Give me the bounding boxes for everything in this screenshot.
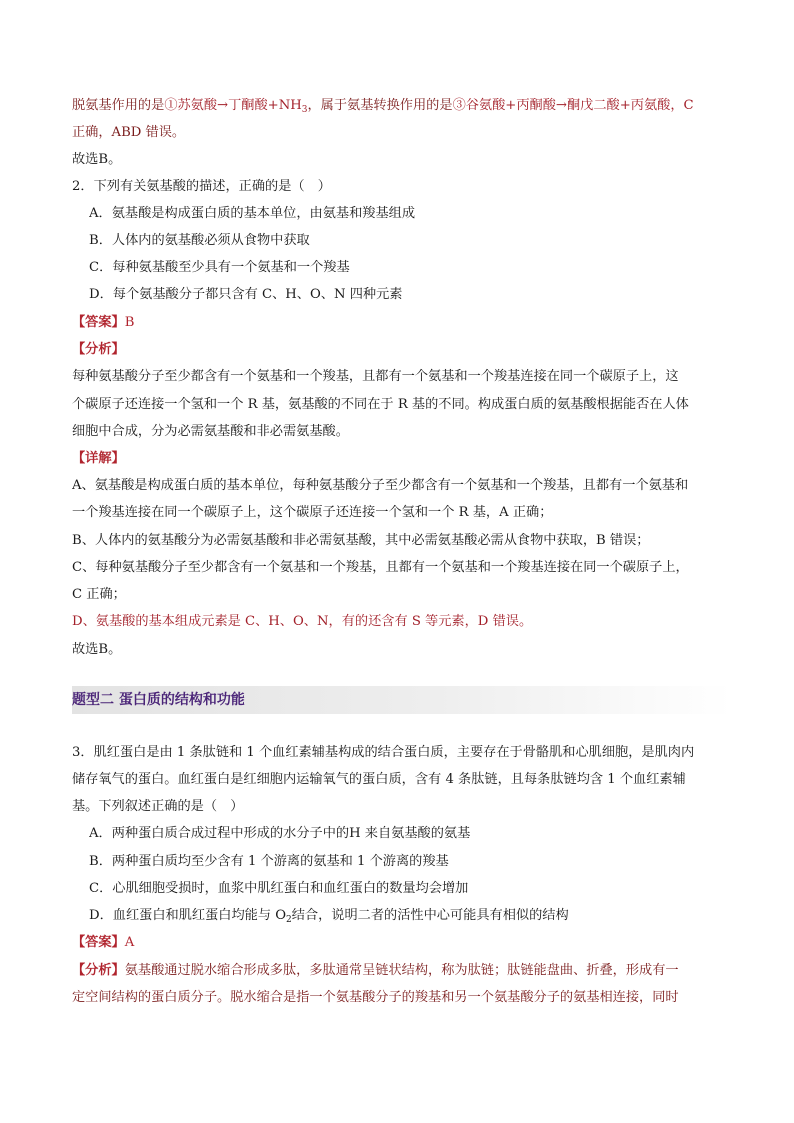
q2-analysis-line-1: 每种氨基酸分子至少都含有一个氨基和一个羧基，且都有一个氨基和一个羧基连接在同一个碳原子上，这: [72, 369, 679, 384]
explanation-line-1: 脱氨基作用的是①苏氨酸→丁酮酸$+NH_3$，属于氨基转换作用的是③谷氨酸+丙酮酸→酮戊二酸+丙氨酸，C: [72, 98, 694, 115]
answer-value: A: [124, 935, 135, 950]
q2-stem: 2．下列有关氨基酸的描述，正确的是（ ）: [72, 179, 331, 194]
section-header: [72, 686, 732, 714]
q2-detail-line-1: A、氨基酸是构成蛋白质的基本单位，每种氨基酸分子至少都含有一个氨基和一个羧基，且都有一个氨基和: [72, 478, 689, 493]
q3-stem-line-3: 基。下列叙述正确的是（ ）: [72, 799, 244, 814]
answer-label: 【答案】: [72, 935, 125, 950]
q2-option-b: B．人体内的氨基酸必须从食物中获取: [89, 233, 310, 248]
q2-option-d: D．每个氨基酸分子都只含有 C、H、O、N 四种元素: [89, 287, 403, 302]
q2-answer: [72, 313, 732, 333]
q3-option-b: B．两种蛋白质均至少含有 1 个游离的氨基和 1 个游离的羧基: [89, 854, 449, 869]
q2-detail-line-3: B、人体内的氨基酸分为必需氨基酸和非必需氨基酸，其中必需氨基酸必需从食物中获取，B 错误；: [72, 533, 650, 548]
q3-stem-line-2: 储存氧气的蛋白。血红蛋白是红细胞内运输氧气的蛋白质，含有 4 条肽链，且每条肽链均含 1 个血红素辅: [72, 772, 686, 787]
q2-detail-line-6: D、氨基酸的基本组成元素是 C、H、O、N，有的还含有 S 等元素，D 错误。: [72, 614, 533, 629]
q2-option-c: C．每种氨基酸至少具有一个氨基和一个羧基: [89, 260, 350, 275]
q2-analysis-line-3: 细胞中合成，分为必需氨基酸和非必需氨基酸。: [72, 424, 349, 439]
q3-stem-line-1: 3．肌红蛋白是由 1 条肽链和 1 个血红素辅基构成的结合蛋白质，主要存在于骨骼肌和心肌细胞，是肌肉内: [72, 745, 695, 760]
q2-detail-label: 【详解】: [72, 451, 125, 466]
q2-option-a: A．氨基酸是构成蛋白质的基本单位，由氨基和羧基组成: [89, 206, 416, 221]
explanation-line-2: 正确，ABD 错误。: [72, 125, 186, 140]
q3-option-a: A．两种蛋白质合成过程中形成的水分子中的H 来自氨基酸的氨基: [89, 826, 471, 841]
answer-value: B: [124, 315, 135, 330]
q2-detail-line-4: C、每种氨基酸分子至少都含有一个氨基和一个羧基，且都有一个氨基和一个羧基连接在同一个碳原子上，: [72, 560, 689, 575]
q3-option-d: D．血红蛋白和肌红蛋白均能与 $O_2$结合，说明二者的活性中心可能具有相似的结构: [89, 908, 569, 925]
q3-analysis-line-2: 定空间结构的蛋白质分子。脱水缩合是指一个氨基酸分子的羧基和另一个氨基酸分子的氨基相连接，同时: [72, 990, 679, 1005]
q2-detail-line-2: 一个羧基连接在同一个碳原子上，这个碳原子还连接一个氢和一个 R 基，A 正确；: [72, 505, 553, 520]
answer-label: 【答案】: [72, 315, 125, 330]
q2-detail-line-5: C 正确；: [72, 587, 126, 602]
q2-analysis-label: 【分析】: [72, 342, 125, 357]
q3-answer: [72, 933, 732, 953]
q3-analysis-line-1: 【分析】氨基酸通过脱水缩合形成多肽，多肽通常呈链状结构，称为肽链；肽链能盘曲、折叠，形成有一: [72, 963, 679, 978]
section-title: 题型二 蛋白质的结构和功能: [72, 692, 245, 708]
conclusion-2: 故选B。: [72, 642, 122, 657]
q2-analysis-line-2: 个碳原子还连接一个氢和一个 R 基，氨基酸的不同在于 R 基的不同。构成蛋白质的氨基酸根据能否在人体: [72, 397, 689, 412]
q3-option-c: C．心肌细胞受损时，血浆中肌红蛋白和血红蛋白的数量均会增加: [89, 881, 469, 896]
conclusion-1: 故选B。: [72, 152, 122, 167]
